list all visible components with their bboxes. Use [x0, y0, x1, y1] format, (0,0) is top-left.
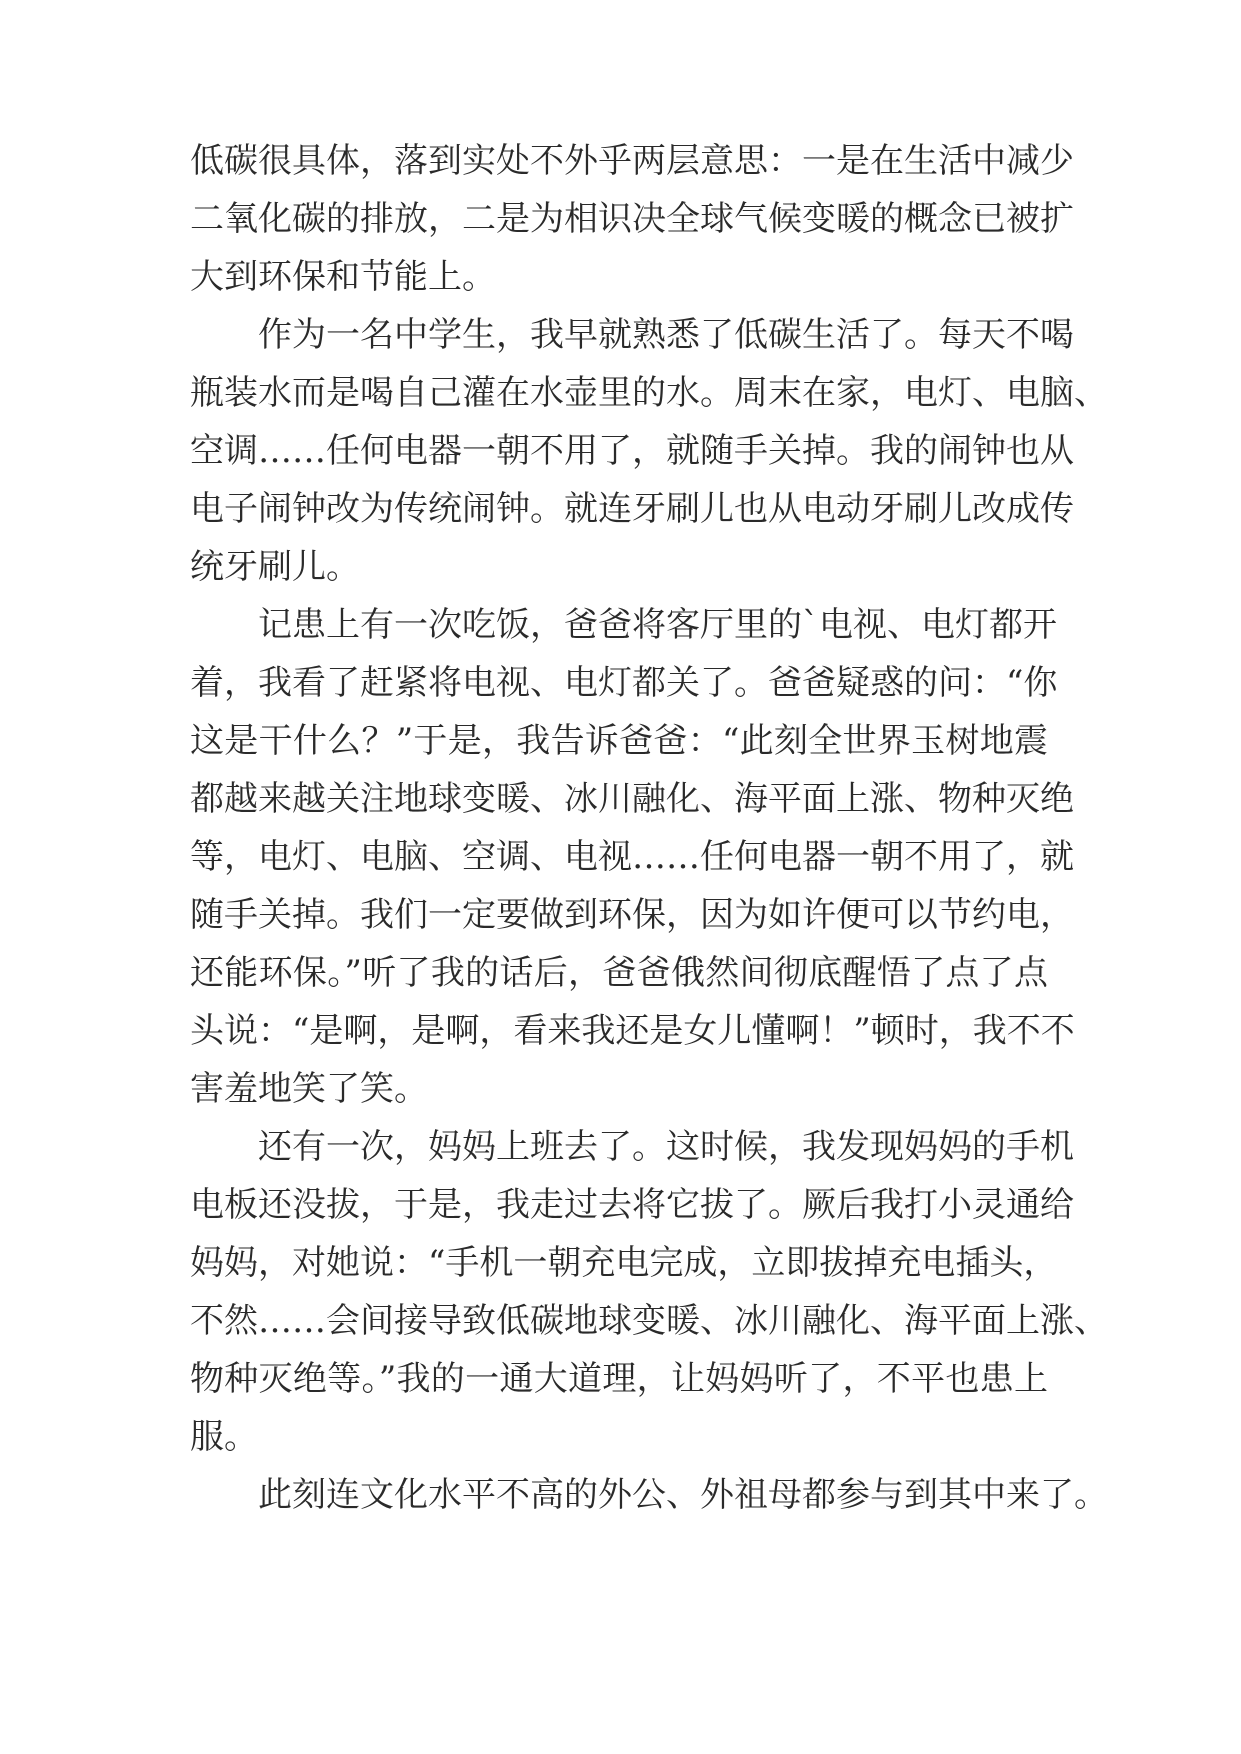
text-line: 空调……任何电器一朝不用了，就随手关掉。我的闹钟也从: [190, 431, 1074, 471]
text-line: 物种灭绝等。”我的一通大道理，让妈妈听了，不平也患上: [190, 1359, 1048, 1399]
paragraph-3: [190, 596, 1075, 1118]
text-line: 头说：“是啊，是啊，看来我还是女儿懂啊！”顿时，我不不: [190, 1011, 1075, 1051]
text-line: 不然……会间接导致低碳地球变暖、冰川融化、海平面上涨、: [190, 1301, 1108, 1341]
text-line: 瓶装水而是喝自己灌在水壶里的水。周末在家，电灯、电脑、: [190, 373, 1108, 413]
text-line: 妈妈，对她说：“手机一朝充电完成，立即拔掉充电插头，: [190, 1243, 1058, 1283]
paragraph-5: [190, 1466, 1108, 1524]
text-line: 记患上有一次吃饭，爸爸将客厅里的`电视、电灯都开: [258, 605, 1057, 645]
paragraph-2: [190, 306, 1108, 596]
text-line: 大到环保和节能上。: [190, 257, 496, 297]
text-line: 服。: [190, 1417, 258, 1457]
text-line: 作为一名中学生，我早就熟悉了低碳生活了。每天不喝: [258, 315, 1074, 355]
text-line: 着，我看了赶紧将电视、电灯都关了。爸爸疑惑的问：“你: [190, 663, 1058, 703]
text-line: 还有一次，妈妈上班去了。这时候，我发现妈妈的手机: [258, 1127, 1074, 1167]
paragraph-1: [190, 132, 1074, 306]
text-line: 这是干什么？”于是，我告诉爸爸：“此刻全世界玉树地震: [190, 721, 1048, 761]
text-line: 害羞地笑了笑。: [190, 1069, 428, 1109]
text-line: 电子闹钟改为传统闹钟。就连牙刷儿也从电动牙刷儿改成传: [190, 489, 1074, 529]
text-line: 都越来越关注地球变暖、冰川融化、海平面上涨、物种灭绝: [190, 779, 1074, 819]
body-text: [190, 132, 1108, 1524]
text-line: 此刻连文化水平不高的外公、外祖母都参与到其中来了。: [258, 1475, 1108, 1515]
text-line: 统牙刷儿。: [190, 547, 360, 587]
text-line: 随手关掉。我们一定要做到环保，因为如许便可以节约电，: [190, 895, 1074, 935]
text-line: 等，电灯、电脑、空调、电视……任何电器一朝不用了，就: [190, 837, 1074, 877]
text-line: 低碳很具体，落到实处不外乎两层意思：一是在生活中减少: [190, 141, 1074, 181]
text-line: 电板还没拔，于是，我走过去将它拔了。厥后我打小灵通给: [190, 1185, 1074, 1225]
text-line: 二氧化碳的排放，二是为相识决全球气候变暖的概念已被扩: [190, 199, 1074, 239]
paragraph-4: [190, 1118, 1108, 1466]
text-line: 还能环保。”听了我的话后，爸爸俄然间彻底醒悟了点了点: [190, 953, 1048, 993]
